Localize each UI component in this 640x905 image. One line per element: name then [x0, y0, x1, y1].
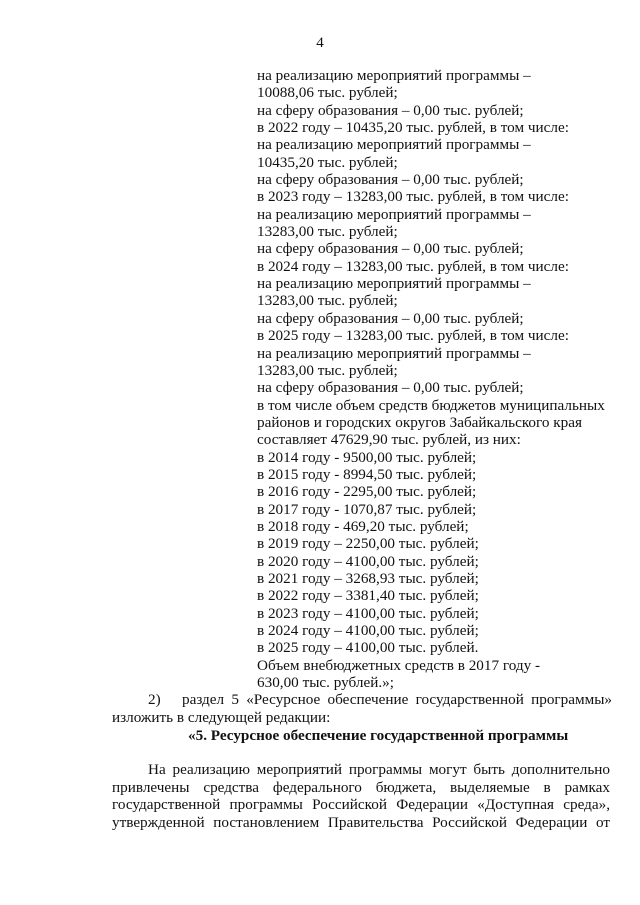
text-line: 10088,06 тыс. рублей; — [257, 84, 398, 102]
text-line: районов и городских округов Забайкальского края — [257, 413, 582, 431]
body-paragraph — [112, 761, 610, 831]
text-line: в 2020 году – 4100,00 тыс. рублей; — [257, 552, 479, 570]
funding-breakdown-column — [257, 67, 617, 691]
text-line: на реализацию мероприятий программы – — [257, 205, 531, 223]
list-item-number: 2) — [148, 691, 161, 708]
list-item-text: раздел 5 «Ресурсное обеспечение государственной программы» — [182, 691, 612, 708]
text-line: в 2022 году – 10435,20 тыс. рублей, в том числе: — [257, 119, 569, 137]
text-line: в 2023 году – 4100,00 тыс. рублей; — [257, 604, 479, 622]
text-line: в 2015 году - 8994,50 тыс. рублей; — [257, 465, 477, 483]
text-line: 630,00 тыс. рублей.»; — [257, 674, 394, 692]
text-line: в 2014 году - 9500,00 тыс. рублей; — [257, 448, 477, 466]
text-line: на сферу образования – 0,00 тыс. рублей; — [257, 309, 524, 327]
text-line: на сферу образования – 0,00 тыс. рублей; — [257, 379, 524, 397]
list-item-continuation: изложить в следующей редакции: — [112, 708, 331, 726]
text-line: 13283,00 тыс. рублей; — [257, 223, 398, 241]
text-line: в том числе объем средств бюджетов муниципальных — [257, 396, 605, 414]
text-line: в 2021 году – 3268,93 тыс. рублей; — [257, 569, 479, 587]
text-line: в 2022 году – 3381,40 тыс. рублей; — [257, 587, 479, 605]
text-line: в 2017 году - 1070,87 тыс. рублей; — [257, 500, 477, 518]
section-heading: «5. Ресурсное обеспечение государственной программы — [188, 727, 569, 744]
text-line: в 2025 году – 4100,00 тыс. рублей. — [257, 639, 479, 657]
text-line: в 2024 году – 13283,00 тыс. рублей, в том числе: — [257, 257, 569, 275]
text-line: в 2019 году – 2250,00 тыс. рублей; — [257, 535, 479, 553]
text-line: на сферу образования – 0,00 тыс. рублей; — [257, 171, 524, 189]
text-line: на реализацию мероприятий программы – — [257, 136, 531, 154]
text-line: Объем внебюджетных средств в 2017 году - — [257, 656, 541, 674]
paragraph-line: привлечены средства федерального бюджета, выделяемые в рамках — [112, 778, 610, 796]
text-line: на сферу образования – 0,00 тыс. рублей; — [257, 101, 524, 119]
text-line: составляет 47629,90 тыс. рублей, из них: — [257, 431, 521, 449]
text-line: в 2023 году – 13283,00 тыс. рублей, в том числе: — [257, 188, 569, 206]
text-line: 13283,00 тыс. рублей; — [257, 361, 398, 379]
text-line: на реализацию мероприятий программы – — [257, 67, 531, 84]
text-line: на реализацию мероприятий программы – — [257, 275, 531, 293]
text-line: в 2025 году – 13283,00 тыс. рублей, в том числе: — [257, 327, 569, 345]
text-line: в 2024 году – 4100,00 тыс. рублей; — [257, 622, 479, 639]
paragraph-line: утвержденной постановлением Правительства Российской Федерации от — [112, 813, 610, 831]
text-line: на реализацию мероприятий программы – — [257, 344, 531, 362]
text-line: 10435,20 тыс. рублей; — [257, 153, 398, 171]
page-number: 4 — [316, 35, 324, 51]
text-line: в 2018 году - 469,20 тыс. рублей; — [257, 517, 469, 535]
paragraph-line: государственной программы Российской Федерации «Доступная среда», — [112, 796, 610, 814]
paragraph-line: На реализацию мероприятий программы могут быть дополнительно — [148, 761, 610, 778]
list-item-first-line — [112, 691, 612, 709]
text-line: в 2016 году - 2295,00 тыс. рублей; — [257, 483, 477, 501]
list-item-2 — [112, 691, 612, 726]
text-line: на сферу образования – 0,00 тыс. рублей; — [257, 240, 524, 258]
text-line: 13283,00 тыс. рублей; — [257, 292, 398, 310]
